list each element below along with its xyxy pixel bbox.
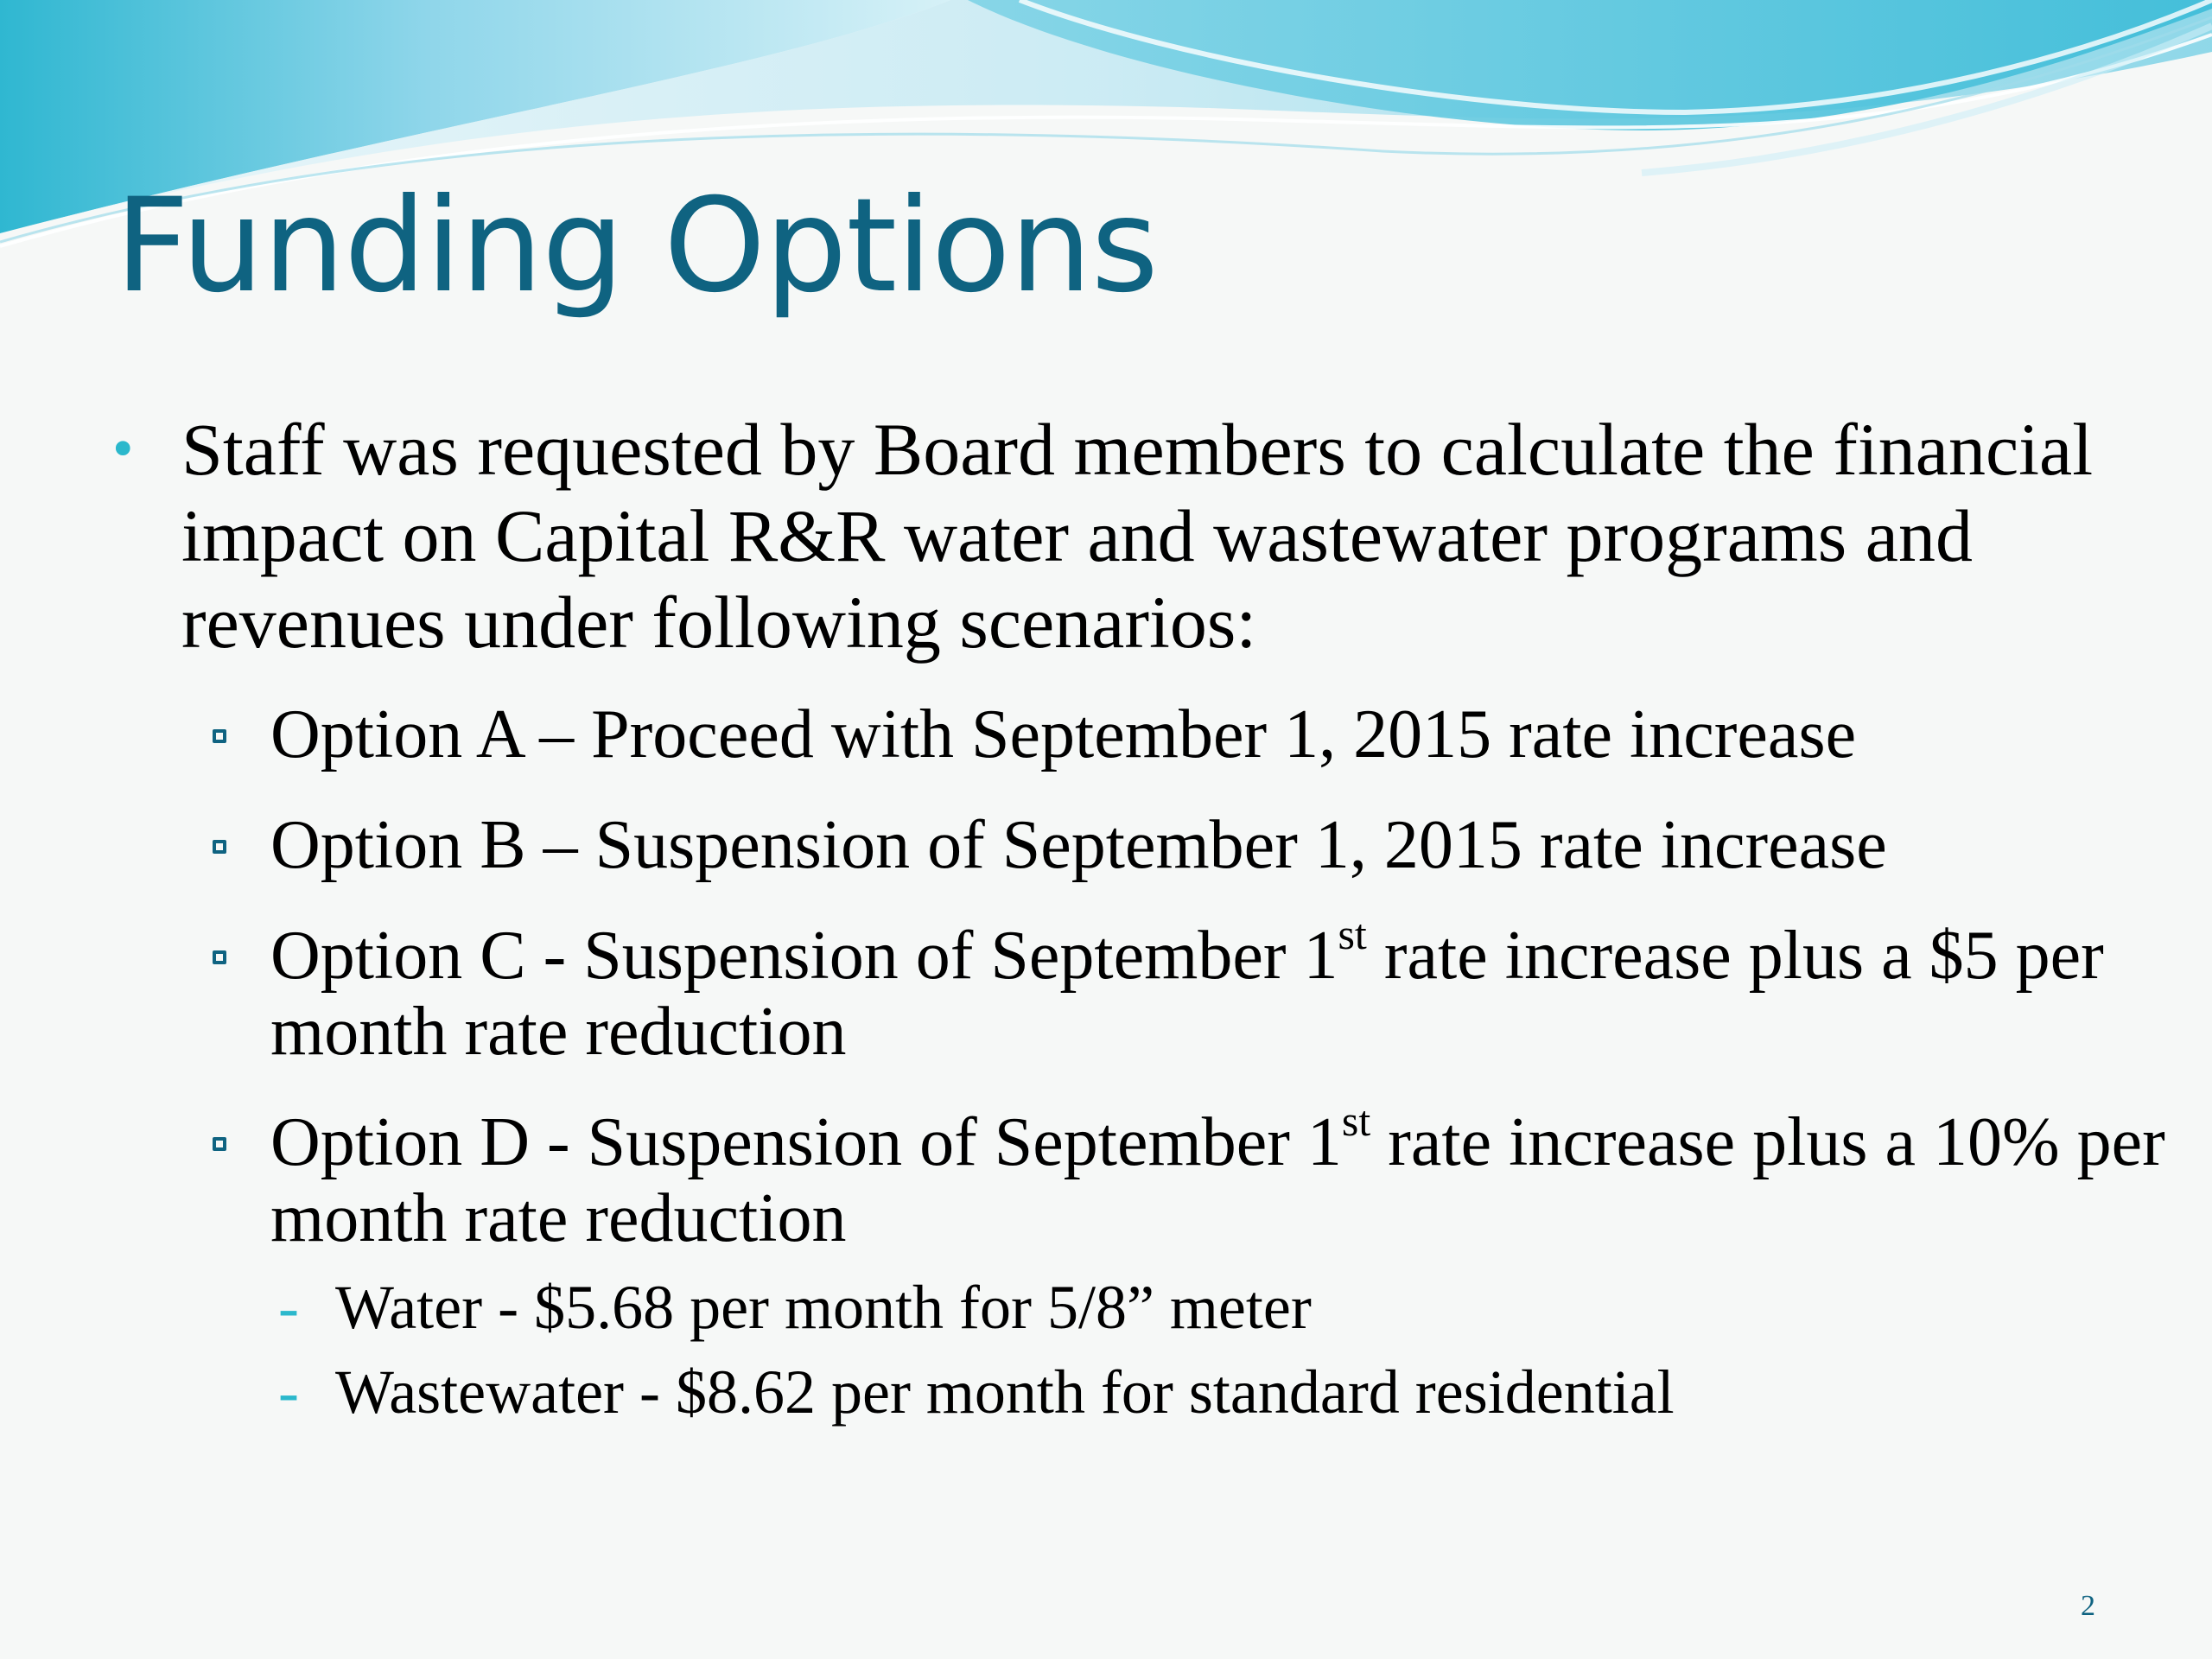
page-number: 2 — [2081, 1590, 2095, 1622]
option-d-item — [112, 1096, 2171, 1256]
main-bullet — [112, 406, 2169, 665]
details-list — [112, 1265, 2126, 1434]
detail-water-text: Water - $5.68 per month for 5/8” meter — [335, 1273, 1312, 1342]
option-d-text-start: Option D - Suspension of September 1 — [270, 1104, 1342, 1180]
option-a-text: Option A – Proceed with September 1, 2015 rate increase — [270, 696, 1857, 772]
option-b-text: Option B – Suspension of September 1, 2015 rate increase — [270, 807, 1887, 883]
square-bullet-icon — [213, 729, 226, 743]
bullet-dot-icon: • — [112, 416, 134, 482]
slide-body — [112, 406, 2165, 1434]
option-d-superscript: st — [1341, 1096, 1371, 1146]
slide-title: Funding Options — [115, 171, 1158, 321]
main-bullet-text: Staff was requested by Board members to calculate the financial impact on Capital R&R water and wastewater programs and revenues under following scenarios: — [181, 408, 2094, 664]
option-c-text-start: Option C - Suspension of September 1 — [270, 918, 1338, 994]
detail-water — [112, 1265, 2150, 1350]
dash-bullet-icon: - — [278, 1273, 299, 1342]
options-list — [112, 696, 2165, 1256]
option-c-text-end: rate increase plus a $5 per month rate reduction — [270, 918, 2104, 1070]
option-b-item — [112, 807, 2171, 883]
option-c-superscript: st — [1338, 910, 1367, 959]
dash-bullet-icon: - — [278, 1357, 299, 1427]
option-d-text-end: rate increase plus a 10% per month rate reduction — [270, 1104, 2165, 1256]
square-bullet-icon — [213, 840, 226, 854]
detail-wastewater-text: Wastewater - $8.62 per month for standard residential — [335, 1357, 1675, 1427]
option-c-item — [112, 910, 2171, 1070]
square-bullet-icon — [213, 1137, 226, 1151]
square-bullet-icon — [213, 950, 226, 964]
option-a-item — [112, 696, 2171, 772]
detail-wastewater — [112, 1350, 2150, 1434]
